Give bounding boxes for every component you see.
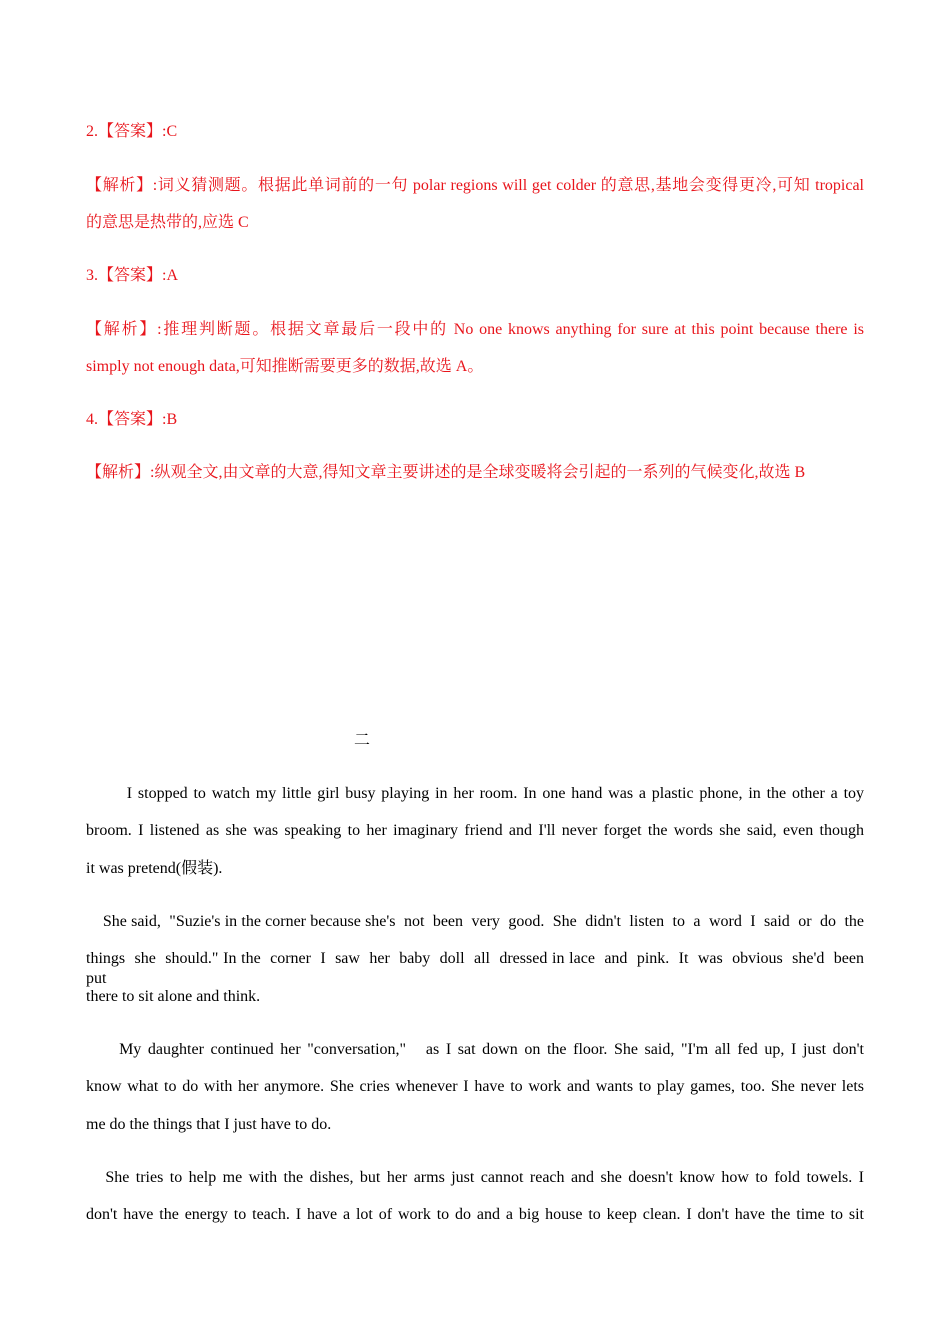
- answer-2-analysis-line-2: 的意思是热带的,应选 C: [86, 214, 249, 231]
- passage-p1-line-1: I stopped to watch my little girl busy playing in her room. In one hand was a plastic phone, in the other a toy: [86, 785, 865, 802]
- answer-3-analysis-line-1: 【解析】:推理判断题。根据文章最后一段中的 No one knows anything for sure at this point because there is: [86, 321, 864, 338]
- answer-2-line: 2.【答案】:C: [86, 123, 178, 140]
- passage-p2-line-3: there to sit alone and think.: [86, 988, 261, 1005]
- passage-p3-line-2: know what to do with her anymore. She cries whenever I have to work and wants to play games, too. She never lets: [86, 1078, 864, 1095]
- passage-p1-line-2: broom. I listened as she was speaking to her imaginary friend and I'll never forget the words she said, even though: [86, 822, 864, 839]
- answer-3-analysis-line-2: simply not enough data,可知推断需要更多的数据,故选 A。: [86, 358, 484, 375]
- passage-p3-line-1: My daughter continued her "conversation," as I sat down on the floor. She said, "I'm all fed up, I just don't: [86, 1041, 865, 1058]
- passage-p4-line-1: She tries to help me with the dishes, but her arms just cannot reach and she doesn't know how to fold towels. I: [86, 1169, 865, 1186]
- answer-4-line: 4.【答案】:B: [86, 411, 178, 428]
- passage-p4-line-2: don't have the energy to teach. I have a lot of work to do and a big house to keep clean. I don't have the time to sit: [86, 1206, 864, 1223]
- answer-3-line: 3.【答案】:A: [86, 267, 179, 284]
- passage-p1-line-3: it was pretend(假装).: [86, 860, 223, 877]
- passage-p3-line-3: me do the things that I just have to do.: [86, 1116, 332, 1133]
- answer-2-analysis-line-1: 【解析】:词义猜测题。根据此单词前的一句 polar regions will get colder 的意思,基地会变得更冷,可知 tropical: [86, 177, 864, 194]
- section-heading: 二: [354, 732, 371, 749]
- passage-p2-line-1: She said, "Suzie's in the corner because she's not been very good. She didn't listen to a word I said or do the: [86, 913, 864, 930]
- answer-4-analysis-line-1: 【解析】:纵观全文,由文章的大意,得知文章主要讲述的是全球变暖将会引起的一系列的气候变化,故选 B: [86, 464, 806, 481]
- document-page: [86, 0, 872, 1344]
- passage-p2-line-2: things she should." In the corner I saw her baby doll all dressed in lace and pink. It was obvious she'd been put: [86, 950, 872, 987]
